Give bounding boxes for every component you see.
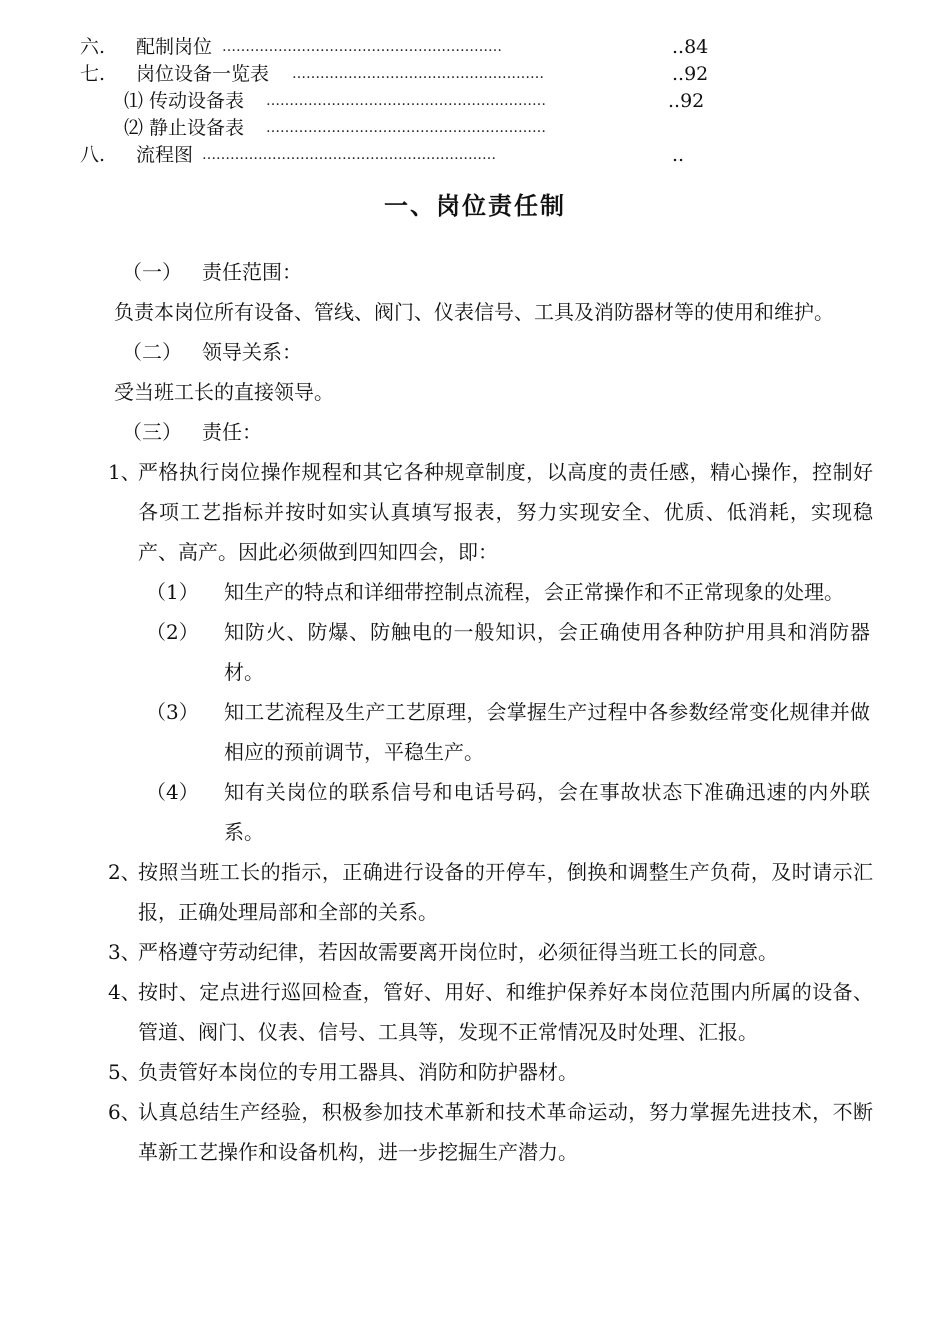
list-item-text: 严格执行岗位操作规程和其它各种规章制度，以高度的责任感，精心操作，控制好各项工艺指标并按时如实认真填写报表，努力实现安全、优质、低消耗，实现稳产、高产。因此必须做到四知四会，即：	[138, 460, 873, 564]
sub-item-number: （4）	[146, 780, 199, 804]
toc-page-number: ..92	[672, 63, 709, 85]
list-item-text: 按照当班工长的指示，正确进行设备的开停车，倒换和调整生产负荷，及时请示汇报，正确处理局部和全部的关系。	[138, 860, 873, 924]
toc-row[interactable]	[0, 88, 950, 115]
toc-leader-dots: ……………………………………………………	[222, 39, 502, 55]
list-item-text: 按时、定点进行巡回检查，管好、用好、和维护保养好本岗位范围内所属的设备、管道、阀门、仪表、信号、工具等，发现不正常情况及时处理、汇报。	[138, 980, 873, 1044]
toc-label: ⑴ 传动设备表	[124, 90, 245, 112]
section-heading-scope	[0, 252, 950, 292]
sub-item-number: （3）	[146, 700, 199, 724]
toc-page-number: ..	[672, 144, 685, 166]
toc-label: 流程图	[136, 144, 194, 166]
toc-row[interactable]	[0, 115, 950, 142]
toc-label: ⑵ 静止设备表	[124, 117, 245, 139]
toc-page-number: ..84	[672, 36, 709, 58]
list-item-text: 认真总结生产经验，积极参加技术革新和技术革命运动，努力掌握先进技术，不断革新工艺操作和设备机构，进一步挖掘生产潜力。	[138, 1100, 873, 1164]
sub-item-number: （2）	[146, 620, 199, 644]
list-item-number: 4、	[108, 980, 141, 1004]
list-item-number: 6、	[108, 1100, 141, 1124]
sub-item-text: 知工艺流程及生产工艺原理，会掌握生产过程中各参数经常变化规律并做相应的预前调节，平稳生产。	[224, 700, 870, 764]
toc-number: 六.	[80, 36, 106, 58]
list-item	[0, 972, 950, 1052]
toc-leader-dots: ……………………………………………………	[266, 93, 546, 109]
sub-list-item	[0, 572, 950, 612]
toc-number: 八.	[80, 144, 106, 166]
toc-leader-dots: ………………………………………………	[292, 66, 544, 82]
toc-leader-dots: ……………………………………………………	[266, 120, 546, 136]
list-item	[0, 852, 950, 932]
section-number: （二）	[122, 340, 182, 364]
toc-number: 七.	[80, 63, 106, 85]
section-number: （三）	[122, 420, 182, 444]
chapter-heading: 一、岗位责任制	[384, 192, 566, 220]
sub-item-text: 知防火、防爆、防触电的一般知识，会正确使用各种防护用具和消防器材。	[224, 620, 870, 684]
list-item-number: 1、	[108, 460, 141, 484]
leadership-paragraph: 受当班工长的直接领导。	[114, 380, 334, 404]
sub-list-item	[0, 612, 950, 692]
toc-page-number: ..92	[668, 90, 705, 112]
toc-label: 岗位设备一览表	[136, 63, 270, 85]
list-item-number: 3、	[108, 940, 141, 964]
section-title: 责任范围：	[202, 260, 302, 284]
sub-item-text: 知有关岗位的联系信号和电话号码，会在事故状态下准确迅速的内外联系。	[224, 780, 870, 844]
section-heading-leadership	[0, 332, 950, 372]
list-item-number: 5、	[108, 1060, 141, 1084]
section-title: 责任：	[202, 420, 262, 444]
list-item	[0, 932, 950, 972]
list-item-number: 2、	[108, 860, 141, 884]
section-title: 领导关系：	[202, 340, 302, 364]
list-item-text: 严格遵守劳动纪律，若因故需要离开岗位时，必须征得当班工长的同意。	[138, 940, 778, 964]
sub-list-item	[0, 772, 950, 852]
sub-item-number: （1）	[146, 580, 199, 604]
list-item	[0, 1092, 950, 1172]
toc-row[interactable]	[0, 61, 950, 88]
document-body	[0, 252, 950, 1172]
section-number: （一）	[122, 260, 182, 284]
sub-list-item	[0, 692, 950, 772]
list-item	[0, 1052, 950, 1092]
sub-item-text: 知生产的特点和详细带控制点流程，会正常操作和不正常现象的处理。	[224, 580, 844, 604]
scope-paragraph: 负责本岗位所有设备、管线、阀门、仪表信号、工具及消防器材等的使用和维护。	[114, 300, 834, 324]
toc-label: 配制岗位	[136, 36, 213, 58]
section-heading-duty	[0, 412, 950, 452]
toc-row[interactable]	[0, 34, 950, 61]
list-item	[0, 452, 950, 572]
toc-leader-dots: ………………………………………………………	[202, 147, 496, 163]
list-item-text: 负责管好本岗位的专用工器具、消防和防护器材。	[138, 1060, 578, 1084]
toc-row[interactable]	[0, 142, 950, 169]
